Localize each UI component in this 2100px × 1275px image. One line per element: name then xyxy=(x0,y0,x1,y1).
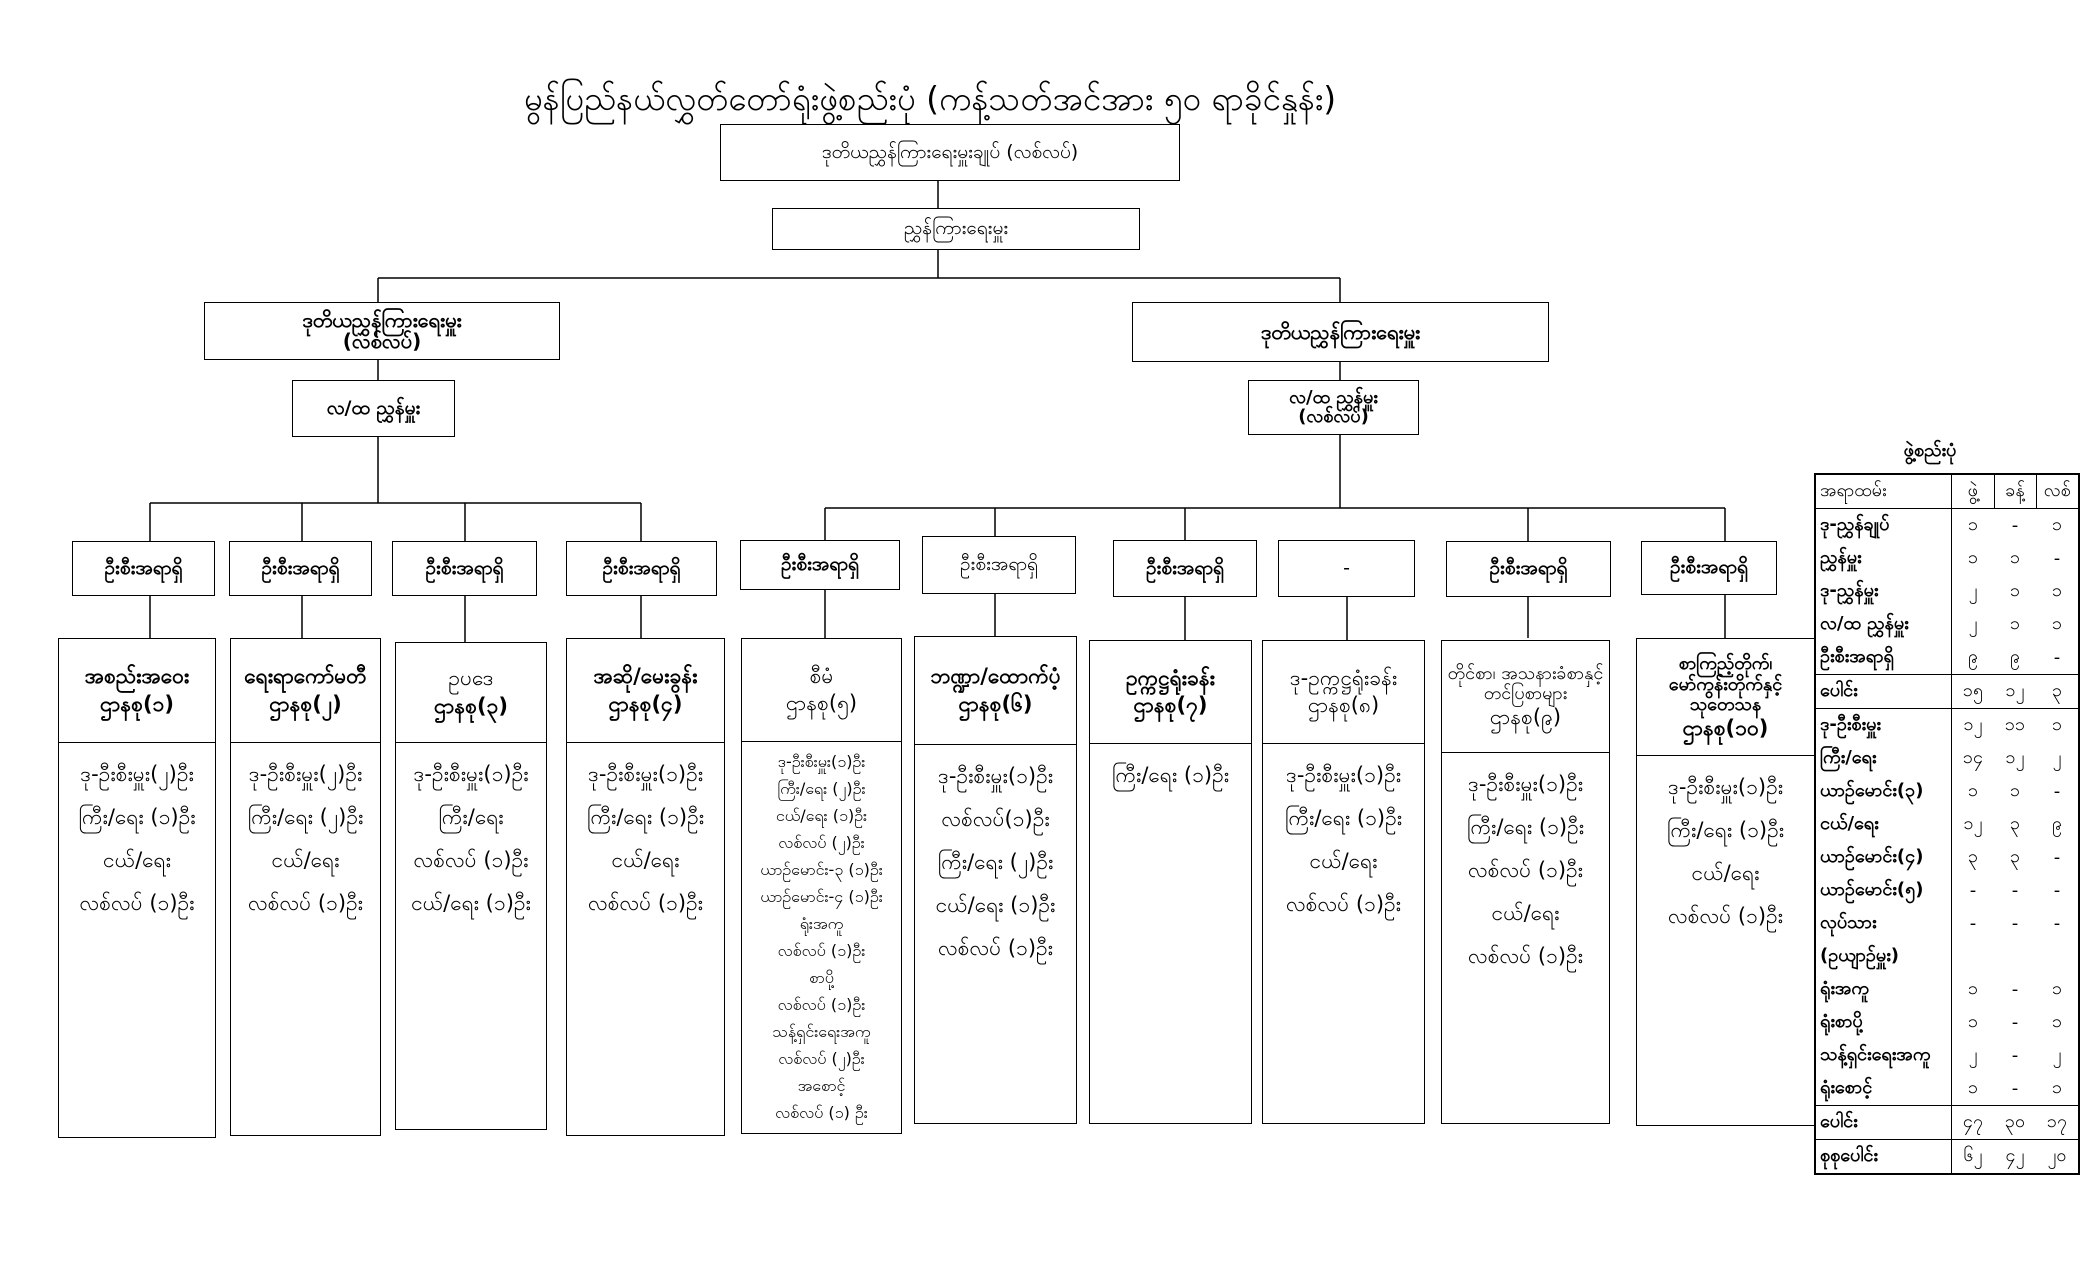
column-header-position: အရာထမ်း xyxy=(1815,474,1952,509)
staff-item: ကြီး/ရေး (၂)ဦး xyxy=(247,805,364,829)
staff-item: ကြီး/ရေး (၁)ဦး xyxy=(586,805,705,829)
row-label: ရုံးအကူ xyxy=(1815,973,1952,1006)
row-value: ၃ xyxy=(2009,846,2021,867)
column-header-filled: ခန့် xyxy=(1994,474,2036,509)
staff-item: ဒု-ဦးစီးမှူး(၁)ဦး xyxy=(1667,775,1784,799)
table-row xyxy=(1815,742,2079,775)
department-header xyxy=(59,639,215,743)
column-header-vacant: လစ် xyxy=(2036,474,2079,509)
department-name: တိုင်စာ၊ အသနားခံစာနှင့် တင်ပြစာများ xyxy=(1447,662,1604,705)
table-total-row xyxy=(1815,675,2079,709)
department-column xyxy=(1441,640,1610,1124)
row-value: - xyxy=(2011,1012,2019,1033)
staff-item: အစောင့် xyxy=(797,1076,846,1095)
staff-item: ငယ်/ရေး (၁)ဦး xyxy=(935,893,1056,917)
row-label: ယာဉ်မောင်း(၅) xyxy=(1815,874,1952,907)
table-row xyxy=(1815,542,2079,575)
officer-box xyxy=(1641,541,1777,595)
table-row xyxy=(1815,841,2079,874)
row-value: ၁ xyxy=(2009,547,2021,568)
row-value: - xyxy=(2011,1078,2019,1099)
row-label: ဦးစီးအရာရှိ xyxy=(1815,641,1952,675)
row-label: ပေါင်း xyxy=(1815,675,1952,709)
row-value xyxy=(1994,940,2036,973)
department-group: ဌာနစု(၁) xyxy=(100,691,174,716)
staff-item: ကြီး/ရေး (၂)ဦး xyxy=(777,779,866,798)
officer-label: ဦးစီးအရာရှိ xyxy=(1146,556,1224,579)
staff-list xyxy=(742,742,901,1126)
staff-item: ငယ်/ရေး xyxy=(1309,849,1378,873)
staff-item: လစ်လပ် (၁)ဦး xyxy=(1667,904,1784,928)
row-value: ၃ xyxy=(1967,846,1979,867)
legend-caption: ဖွဲ့စည်းပုံ xyxy=(1903,440,1957,461)
department-column xyxy=(914,636,1077,1124)
deputy-director-general-label: ဒုတိယညွှန်ကြားရေးမှူးချုပ် (လစ်လပ်) xyxy=(821,140,1079,163)
row-value: ၁ xyxy=(2051,580,2063,601)
row-value: ၁ xyxy=(1967,978,1979,999)
department-name: အဆို/မေးခွန်း xyxy=(593,664,698,689)
page-title: မွန်ပြည်နယ်လွှတ်တော်ရုံးဖွဲ့စည်းပုံ (ကန့်သတ်အင်အား ၅၀ ရာခိုင်နှုန်း) xyxy=(523,79,1337,118)
row-value: - xyxy=(2011,1045,2019,1066)
officer-box xyxy=(1113,540,1257,597)
officer-label: ဦးစီးအရာရှိ xyxy=(960,553,1038,576)
staff-item: ကြီး/ရေး xyxy=(438,805,504,829)
row-value: ၁ xyxy=(1967,547,1979,568)
staff-item: ယာဉ်မောင်း-၃ (၁)ဦး xyxy=(760,860,883,879)
row-value: ၁၂ xyxy=(1994,675,2036,709)
department-group: ဌာနစု(၅) xyxy=(785,691,858,715)
department-header xyxy=(1090,641,1251,744)
staff-item: ငယ်/ရေး (၁)ဦး xyxy=(775,806,868,825)
staff-item: လစ်လပ် (၁)ဦး xyxy=(1285,892,1402,916)
row-value: - xyxy=(2053,647,2061,668)
right-assistant-director-note: (လစ်လပ်) xyxy=(1298,405,1369,427)
row-value: ၉ xyxy=(2009,646,2021,667)
table-row xyxy=(1815,775,2079,808)
row-value: - xyxy=(2053,548,2061,569)
director-box xyxy=(772,208,1140,250)
row-label: (ဥယျာဉ်မှူး) xyxy=(1815,940,1952,973)
staff-item: ငယ်/ရေး xyxy=(271,848,340,872)
left-deputy-director-label: ဒုတိယညွှန်ကြားရေးမှူး xyxy=(302,308,462,332)
department-column xyxy=(1089,640,1252,1124)
row-value: ၁၂ xyxy=(1963,813,1983,834)
staff-item: လစ်လပ် (၁)ဦး xyxy=(937,936,1054,960)
department-column xyxy=(741,638,902,1134)
row-value: ၁၅ xyxy=(1952,675,1995,709)
table-total-row xyxy=(1815,1106,2079,1140)
table-row xyxy=(1815,808,2079,841)
staff-list xyxy=(231,743,380,925)
row-value: ၃ xyxy=(2036,675,2079,709)
staff-item: ကြီး/ရေး (၁)ဦး xyxy=(78,805,196,829)
staff-list xyxy=(1637,756,1814,938)
row-label: ကြီး/ရေး xyxy=(1815,742,1952,775)
officer-label: ဦးစီးအရာရှိ xyxy=(425,556,504,579)
staff-item: လစ်လပ် (၁) ဦး xyxy=(775,1103,868,1122)
officer-box-empty xyxy=(1278,540,1415,597)
row-value: ၁၂ xyxy=(1963,714,1983,735)
row-value: - xyxy=(1969,880,1977,901)
row-label: စုစုပေါင်း xyxy=(1815,1140,1952,1175)
row-value: - xyxy=(2053,781,2061,802)
row-value: ၉ xyxy=(1967,646,1979,667)
row-value: ၁၄ xyxy=(1962,747,1984,768)
officer-box xyxy=(229,541,372,596)
department-header xyxy=(567,639,724,743)
officer-label: ဦးစီးအရာရှိ xyxy=(602,556,681,579)
left-assistant-director-box xyxy=(292,380,455,437)
staff-item: ရုံးအကူ xyxy=(799,914,844,933)
row-value: - xyxy=(2053,880,2061,901)
staff-item: စာပို့ xyxy=(809,968,834,987)
staff-item: ယာဉ်မောင်း-၄ (၁)ဦး xyxy=(760,887,883,906)
staff-item: လစ်လပ် (၁)ဦး xyxy=(247,891,364,915)
row-value: ၂ xyxy=(2052,1044,2062,1065)
officer-box xyxy=(392,541,537,596)
department-name: စီမံ xyxy=(809,663,834,688)
row-label: ယာဉ်မောင်း(၄) xyxy=(1815,841,1952,874)
staff-item: လစ်လပ် (၁)ဦး xyxy=(777,941,866,960)
left-assistant-director-label: လ/ထ ညွှန်မှူး xyxy=(326,396,421,419)
staff-item: ဒု-ဦးစီးမှူး(၁)ဦး xyxy=(413,762,529,786)
staff-list xyxy=(1263,744,1424,926)
table-row xyxy=(1815,509,2079,543)
left-deputy-director-box xyxy=(204,302,560,360)
row-value: ၂ xyxy=(2052,747,2062,768)
department-name: ဘဏ္ဍာ/ထောက်ပံ့ xyxy=(930,664,1061,689)
department-group: ဌာနစု(၃) xyxy=(434,693,508,718)
department-group: ဌာနစု(၁၀) xyxy=(1682,715,1769,740)
table-row xyxy=(1815,709,2079,743)
staff-item: ငယ်/ရေး xyxy=(1491,901,1560,925)
department-header xyxy=(1442,641,1609,753)
department-column xyxy=(395,642,547,1130)
staff-item: ဒု-ဦးစီးမှူး(၁)ဦး xyxy=(937,764,1054,788)
staff-item: ငယ်/ရေး (၁)ဦး xyxy=(411,891,531,915)
column-header-sanctioned: ဖွဲ့ xyxy=(1952,474,1995,509)
row-label: ဒု-ညွှန်ချုပ် xyxy=(1815,509,1952,543)
table-row xyxy=(1815,608,2079,641)
row-value xyxy=(1952,940,1995,973)
department-name: အစည်းအဝေး xyxy=(84,664,190,689)
row-value: ၂ xyxy=(1968,613,1978,634)
staff-item: ကြီး/ရေး (၁)ဦး xyxy=(1111,763,1230,787)
table-body xyxy=(1815,509,2079,1175)
row-label: လ/ထ ညွှန်မှူး xyxy=(1815,608,1952,641)
row-value: ၂ xyxy=(1968,1044,1978,1065)
row-value: ၁ xyxy=(2051,514,2063,535)
staff-item: ဒု-ဦးစီးမှူး(၁)ဦး xyxy=(587,762,704,786)
officer-box xyxy=(1446,541,1611,597)
right-assistant-director-label: လ/ထ ညွှန်မှူး xyxy=(1289,386,1378,408)
row-label: ရုံးစောင့် xyxy=(1815,1072,1952,1106)
row-value: ၆၂ xyxy=(1952,1140,1995,1175)
row-value: ၁ xyxy=(2051,714,2063,735)
department-column xyxy=(566,638,725,1136)
department-header xyxy=(231,639,380,743)
staff-list xyxy=(1090,744,1251,797)
row-label: ရုံးစာပို့ xyxy=(1815,1006,1952,1039)
row-value: - xyxy=(1969,913,1977,934)
department-name: ဥပဒေ xyxy=(448,666,494,691)
row-value xyxy=(2036,940,2079,973)
staff-item: လစ်လပ် (၁)ဦး xyxy=(587,891,704,915)
row-value: ၁ xyxy=(1967,780,1979,801)
row-value: ၁၇ xyxy=(2036,1106,2079,1140)
department-column xyxy=(58,638,216,1138)
department-header xyxy=(1637,639,1814,756)
director-label: ညွှန်ကြားရေးမှူး xyxy=(903,217,1009,240)
department-group: ဌာနစု(၉) xyxy=(1489,705,1562,730)
row-label: ယာဉ်မောင်း(၃) xyxy=(1815,775,1952,808)
staff-item: လစ်လပ် (၂)ဦး xyxy=(778,1049,865,1068)
row-value: ၁ xyxy=(2051,1011,2063,1032)
staff-item: ကြီး/ရေး (၂)ဦး xyxy=(937,850,1054,874)
row-value: ၁ xyxy=(1967,514,1979,535)
table-row xyxy=(1815,1072,2079,1106)
department-group: ဌာနစု(၄) xyxy=(608,691,683,716)
staff-item: လစ်လပ် (၁)ဦး xyxy=(777,995,866,1014)
row-value: ၁ xyxy=(2009,580,2021,601)
table-row xyxy=(1815,575,2079,608)
officer-label: ဦးစီးအရာရှိ xyxy=(104,556,183,579)
staff-item: ဒု-ဦးစီးမှူး(၂)ဦး xyxy=(248,762,363,786)
row-value: ၁ xyxy=(1967,1077,1979,1098)
department-column xyxy=(1262,640,1425,1124)
staffing-summary-table xyxy=(1814,473,2080,1175)
staff-item: ငယ်/ရေး xyxy=(103,848,171,872)
department-header xyxy=(1263,641,1424,744)
row-value: - xyxy=(2053,847,2061,868)
empty-officer-label: - xyxy=(1343,556,1350,579)
staff-item: လစ်လပ် (၁)ဦး xyxy=(1467,858,1584,882)
department-group: ဌာနစု(၆) xyxy=(958,691,1033,716)
staff-item: ငယ်/ရေး xyxy=(1691,861,1760,885)
department-name: ရေးရာကော်မတီ xyxy=(244,664,367,689)
row-label: သန့်ရှင်းရေးအကူ xyxy=(1815,1039,1952,1072)
row-value: - xyxy=(2053,913,2061,934)
officer-box xyxy=(72,541,215,596)
right-assistant-director-box xyxy=(1248,380,1419,435)
row-value: ၁၂ xyxy=(2005,747,2025,768)
staff-item: ဒု-ဦးစီးမှူး(၁)ဦး xyxy=(1467,772,1584,796)
row-value: - xyxy=(2011,979,2019,1000)
staff-item: လစ်လပ် (၁)ဦး xyxy=(79,891,195,915)
department-name: ဒု-ဥက္ကဋ္ဌရုံးခန်း xyxy=(1289,665,1398,690)
row-value: ၄၇ xyxy=(1952,1106,1995,1140)
row-label: ငယ်/ရေး xyxy=(1815,808,1952,841)
table-row xyxy=(1815,907,2079,940)
row-value: - xyxy=(2011,913,2019,934)
staff-item: လစ်လပ် (၂)ဦး xyxy=(778,833,865,852)
row-value: ၁၁ xyxy=(2004,714,2026,735)
row-value: ၄၂ xyxy=(1994,1140,2036,1175)
row-value: ၃၀ xyxy=(1994,1106,2036,1140)
row-label: ညွှန်မှူး xyxy=(1815,542,1952,575)
staff-item: လစ်လပ် (၁)ဦး xyxy=(413,848,529,872)
row-value: ၃ xyxy=(2009,813,2021,834)
staff-item: ဒု-ဦးစီးမှူး(၂)ဦး xyxy=(80,762,194,786)
table-row xyxy=(1815,1039,2079,1072)
row-value: ၉ xyxy=(2051,813,2063,834)
officer-box xyxy=(922,536,1076,594)
staff-item: ဒု-ဦးစီးမှူး(၁)ဦး xyxy=(777,752,866,771)
staff-list xyxy=(396,743,546,925)
staff-item: ကြီး/ရေး (၁)ဦး xyxy=(1284,806,1403,830)
row-value: - xyxy=(2011,880,2019,901)
staff-list xyxy=(59,743,215,925)
staff-item: လစ်လပ် (၁)ဦး xyxy=(1467,944,1584,968)
officer-box xyxy=(566,541,717,596)
officer-label: ဦးစီးအရာရှိ xyxy=(781,553,859,576)
table-row xyxy=(1815,940,2079,973)
row-value: ၁ xyxy=(2009,780,2021,801)
left-deputy-director-note: (လစ်လပ်) xyxy=(342,329,422,353)
department-header xyxy=(396,643,546,743)
department-name: ဥက္ကဋ္ဌရုံးခန်း xyxy=(1125,665,1215,690)
officer-box xyxy=(740,540,900,590)
table-row xyxy=(1815,973,2079,1006)
department-name: စာကြည့်တိုက်၊ မော်ကွန်းတိုက်နှင့် သုတေသန xyxy=(1668,652,1783,716)
row-label: ဒု-ဦးစီးမှူး xyxy=(1815,709,1952,743)
department-group: ဌာနစု(၂) xyxy=(269,691,342,716)
officer-label: ဦးစီးအရာရှိ xyxy=(1489,557,1568,580)
row-label: ဒု-ညွှန်မှူး xyxy=(1815,575,1952,608)
right-deputy-director-label: ဒုတိယညွှန်ကြားရေးမှူး xyxy=(1260,319,1421,344)
staff-item: လစ်လပ်(၁)ဦး xyxy=(941,807,1050,831)
officer-label: ဦးစီးအရာရှိ xyxy=(261,556,340,579)
department-header xyxy=(915,637,1076,745)
staff-item: ငယ်/ရေး xyxy=(611,848,680,872)
officer-label: ဦးစီးအရာရှိ xyxy=(1670,556,1748,579)
row-label: ပေါင်း xyxy=(1815,1106,1952,1140)
staff-list xyxy=(915,745,1076,970)
department-header xyxy=(742,639,901,742)
staff-item: သန့်ရှင်းရေးအကူ xyxy=(772,1022,871,1041)
staff-item: ဒု-ဦးစီးမှူး(၁)ဦး xyxy=(1285,763,1402,787)
row-value: ၂၀ xyxy=(2036,1140,2079,1175)
table-row xyxy=(1815,641,2079,675)
department-column xyxy=(1636,638,1815,1126)
table-header-row xyxy=(1815,474,2079,509)
row-value: ၁ xyxy=(2009,613,2021,634)
right-deputy-director-box xyxy=(1132,302,1549,362)
row-value: ၁ xyxy=(2051,978,2063,999)
row-value: ၁ xyxy=(2051,1077,2063,1098)
deputy-director-general-box xyxy=(720,124,1180,181)
staff-list xyxy=(1442,753,1609,978)
table-total-row xyxy=(1815,1140,2079,1175)
table-row xyxy=(1815,1006,2079,1039)
department-column xyxy=(230,638,381,1136)
row-value: - xyxy=(2011,515,2019,536)
department-group: ဌာနစု(၈) xyxy=(1307,693,1380,717)
row-value: ၂ xyxy=(1968,580,1978,601)
table-row xyxy=(1815,874,2079,907)
staff-item: ကြီး/ရေး (၁)ဦး xyxy=(1466,815,1585,839)
department-group: ဌာနစု(၇) xyxy=(1133,693,1208,717)
row-value: ၁ xyxy=(1967,1011,1979,1032)
row-value: ၁ xyxy=(2051,613,2063,634)
staff-item: ကြီး/ရေး (၁)ဦး xyxy=(1666,818,1785,842)
row-label: လုပ်သား xyxy=(1815,907,1952,940)
staff-list xyxy=(567,743,724,925)
